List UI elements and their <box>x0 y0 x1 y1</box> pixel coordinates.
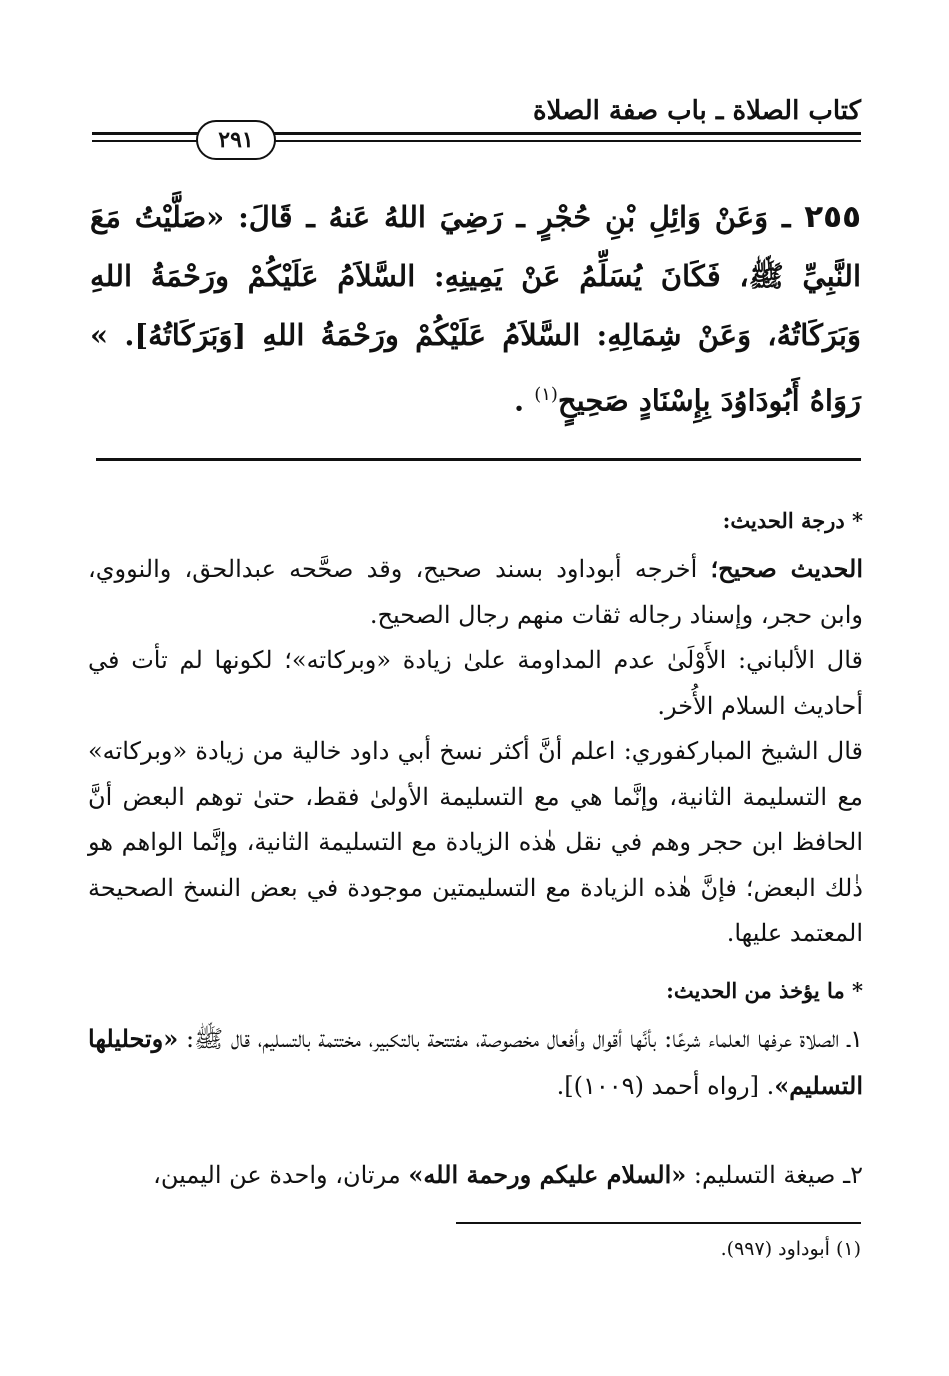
hadith-end: . <box>513 383 525 418</box>
running-title: كتاب الصلاة ـ باب صفة الصلاة <box>533 96 861 126</box>
lesson-item-1-text: ١ـ الصلاة عرفها العلماء شرعًا: بأنَّها أقوال وأفعال مخصوصة، مفتتحة بالتكبير، مختتمة بالتسليم، قال ﷺ: <box>178 1025 863 1053</box>
header-rule <box>92 140 200 142</box>
grade-paragraph-3: قال الشيخ المباركفوري: اعلم أنَّ أكثر نسخ أبي داود خالية من زيادة «وبركاته» مع التسليمة الثانية، وإنَّما هي مع التسليمة الأولىٰ فقط، حتىٰ توهم البعض أنَّ الحافظ ابن حجر وهم في نقل هٰذه الزيادة مع التسليمة الثانية، وإنَّما الواهم هو ذٰلك البعض؛ فإنَّ هٰذه الزيادة مع التسليمتين موجودة في بعض النسخ الصحيحة المعتمد عليها. <box>88 737 863 947</box>
lesson-item-1 <box>88 1016 863 1109</box>
hadith-number: ٢٥٥ <box>804 199 861 235</box>
lesson-item-2-text: ٢ـ صيغة التسليم: <box>686 1161 863 1189</box>
grade-paragraph-1-text: أخرجه أبوداود بسند صحيح، وقد صحَّحه عبدالحق، والنووي، وابن حجر، وإسناد رجاله ثقات منهم رجال الصحيح. <box>88 555 863 629</box>
header-rule <box>268 140 861 142</box>
lesson-item-2 <box>88 1152 863 1199</box>
grade-paragraph-2: قال الألباني: الأَوْلَىٰ عدم المداومة علىٰ زيادة «وبركاته»؛ لكونها لم تأت في أحاديث السلام الأُخر. <box>88 646 863 720</box>
footnote-rule <box>456 1222 861 1224</box>
lessons-heading: * ما يؤخذ من الحديث: <box>666 978 863 1003</box>
lesson-item-1-ref: . [رواه أحمد (١٠٠٩)]. <box>556 1071 775 1100</box>
footnote: (١) أبوداود (٩٩٧). <box>720 1238 861 1260</box>
page-number: ٢٩١ <box>196 120 276 160</box>
grade-heading: * درجة الحديث: <box>722 508 863 533</box>
footnote-marker: (١) <box>534 384 558 405</box>
hadith-text-block <box>90 188 861 431</box>
grade-paragraph-1 <box>88 546 863 638</box>
lesson-item-2-quote: «السلام عليكم ورحمة الله» <box>408 1160 687 1189</box>
hadith-dash: ـ <box>781 200 791 234</box>
grade-verdict: الحديث صحيح؛ <box>710 554 863 583</box>
lesson-item-2-rest: مرتان، واحدة عن اليمين، <box>153 1161 409 1189</box>
section-divider <box>96 458 861 461</box>
header-rule <box>92 132 200 135</box>
hadith-body: وَعَنْ وَائِلِ بْنِ حُجْرٍ ـ رَضِيَ اللهُ عَنهُ ـ قَالَ: «صَلَّيْتُ مَعَ النَّبِيِّ ﷺ، فَكَانَ يُسَلِّمُ عَنْ يَمِينِهِ: السَّلاَمُ عَلَيْكُمْ ورَحْمَةُ اللهِ وَبَرَكَاتُهُ، وَعَنْ شِمَالِهِ: السَّلاَمُ عَلَيْكُمْ ورَحْمَةُ اللهِ [وَبَرَكَاتُهُ]. » رَوَاهُ أَبُودَاوُدَ بِإِسْنَادٍ صَحِيحٍ <box>90 200 861 418</box>
lesson-item-1-quote: «وتحليلها التسليم» <box>88 1024 863 1100</box>
header-rule <box>268 132 861 135</box>
